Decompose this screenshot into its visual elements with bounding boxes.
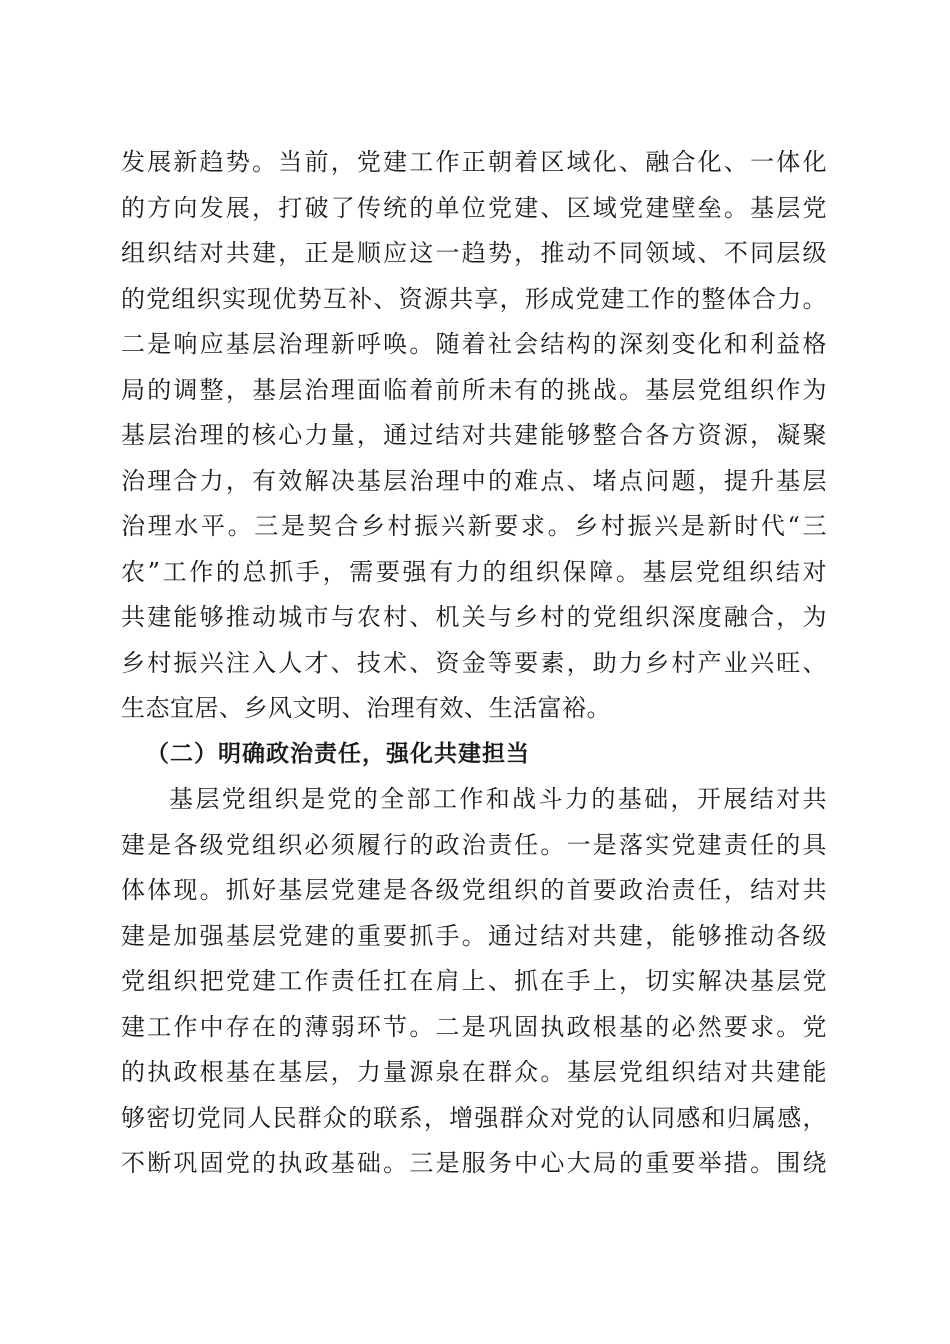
text-line: 体体现。抓好基层党建是各级党组织的首要政治责任，结对共 <box>121 876 827 904</box>
text-line: 农”工作的总抓手，需要强有力的组织保障。基层党组织结对 <box>121 557 827 586</box>
text-line: 二是响应基层治理新呼唤。随着社会结构的深刻变化和利益格 <box>121 330 827 358</box>
text-line: 建是各级党组织必须履行的政治责任。一是落实党建责任的具 <box>121 830 827 859</box>
text-line: 的方向发展，打破了传统的单位党建、区域党建壁垒。基层党 <box>121 193 827 222</box>
text-line: 基层党组织是党的全部工作和战斗力的基础，开展结对共 <box>169 785 827 813</box>
text-line: 够密切党同人民群众的联系，增强群众对党的认同感和归属感， <box>121 1103 827 1132</box>
text-line: 发展新趋势。当前，党建工作正朝着区域化、融合化、一体化 <box>121 148 827 176</box>
text-line: 党组织把党建工作责任扛在肩上、抓在手上，切实解决基层党 <box>121 967 827 995</box>
text-line: 基层治理的核心力量，通过结对共建能够整合各方资源，凝聚 <box>121 421 827 449</box>
text-line: 治理合力，有效解决基层治理中的难点、堵点问题，提升基层 <box>121 466 827 495</box>
text-line: 的执政根基在基层，力量源泉在群众。基层党组织结对共建能 <box>121 1058 827 1086</box>
text-line: 的党组织实现优势互补、资源共享，形成党建工作的整体合力。 <box>121 284 827 313</box>
text-line: 局的调整，基层治理面临着前所未有的挑战。基层党组织作为 <box>121 375 827 404</box>
text-line: 乡村振兴注入人才、技术、资金等要素，助力乡村产业兴旺、 <box>121 648 827 677</box>
text-line: 建工作中存在的薄弱环节。二是巩固执政根基的必然要求。党 <box>121 1012 827 1041</box>
text-line: 建是加强基层党建的重要抓手。通过结对共建，能够推动各级 <box>121 921 827 950</box>
text-line: 生态宜居、乡风文明、治理有效、生活富裕。 <box>121 694 611 722</box>
document-body <box>121 140 827 1187</box>
section-heading: （二）明确政治责任，强化共建担当 <box>146 740 530 767</box>
text-line: 治理水平。三是契合乡村振兴新要求。乡村振兴是新时代“三 <box>121 512 827 540</box>
text-line: 共建能够推动城市与农村、机关与乡村的党组织深度融合，为 <box>121 603 827 631</box>
text-line: 组织结对共建，正是顺应这一趋势，推动不同领域、不同层级 <box>121 239 827 267</box>
text-line: 不断巩固党的执政基础。三是服务中心大局的重要举措。围绕 <box>121 1149 827 1177</box>
